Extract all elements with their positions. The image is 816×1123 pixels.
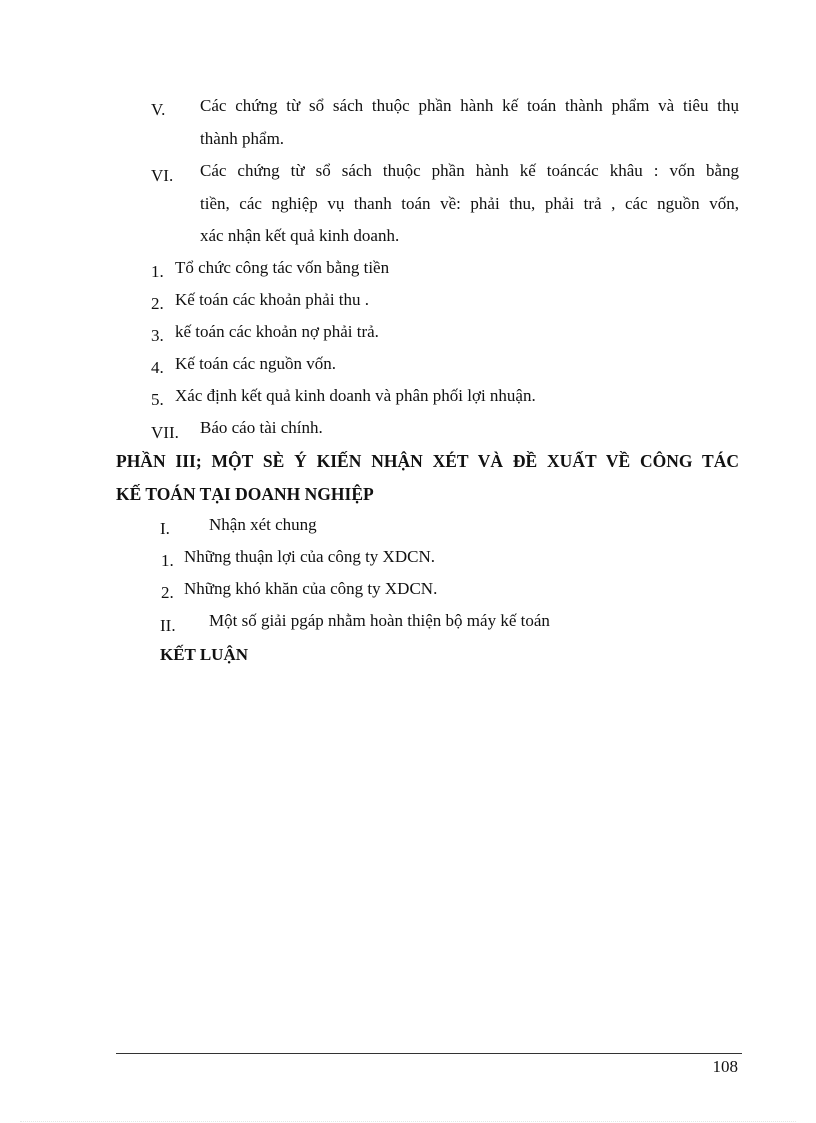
vi-sub-4-text: Kế toán các nguồn vốn. [175,354,336,373]
vi-sub-5-text: Xác định kết quả kinh doanh và phân phối lợi nhuận. [175,386,536,405]
footer-divider [116,1053,742,1054]
part3-i-sub-2-number: 2. [161,583,174,602]
vi-sub-5-number: 5. [151,390,164,409]
vi-sub-4-number: 4. [151,358,164,377]
vi-sub-3-number: 3. [151,326,164,345]
part3-i-sub-2-text: Những khó khăn của công ty XDCN. [184,579,438,598]
item-v-line-2: thành phẩm. [200,129,285,148]
vi-sub-3-text: kế toán các khoản nợ phải trả. [175,322,379,341]
item-v-number: V. [151,100,166,119]
item-vi-line-1: Các chứng từ sổ sách thuộc phần hành kế toáncác khâu : vốn bằng [200,161,739,180]
item-vi-number: VI. [151,166,174,185]
part3-heading-line-2: KẾ TOÁN TẠI DOANH NGHIỆP [116,484,374,504]
part3-i-text: Nhận xét chung [209,515,317,534]
conclusion-heading: KẾT LUẬN [160,645,249,664]
item-vi-line-2: tiền, các nghiệp vụ thanh toán về: phải thu, phải trả , các nguồn vốn, [200,194,739,213]
part3-i-sub-1-number: 1. [161,551,174,570]
page-bottom-edge [20,1121,796,1122]
page-number: 108 [712,1057,738,1076]
vi-sub-2-text: Kế toán các khoản phải thu . [175,290,370,309]
item-v-line-1: Các chứng từ sổ sách thuộc phần hành kế toán thành phẩm và tiêu thụ [200,96,739,115]
part3-heading-line-1: PHẦN III; MỘT SÈ Ý KIẾN NHẬN XÉT VÀ ĐỀ XUẤT VỀ CÔNG TÁC [116,451,739,471]
vi-sub-2-number: 2. [151,294,164,313]
item-vii-number: VII. [151,423,179,442]
part3-i-number: I. [160,519,170,538]
vi-sub-1-number: 1. [151,262,164,281]
part3-ii-text: Một số giải pgáp nhằm hoàn thiện bộ máy kế toán [209,611,550,630]
item-vi-line-3: xác nhận kết quả kinh doanh. [200,226,400,245]
vi-sub-1-text: Tổ chức công tác vốn bằng tiền [175,258,390,277]
part3-ii-number: II. [160,616,176,635]
item-vii-text: Báo cáo tài chính. [200,418,323,437]
part3-i-sub-1-text: Những thuận lợi của công ty XDCN. [184,547,435,566]
